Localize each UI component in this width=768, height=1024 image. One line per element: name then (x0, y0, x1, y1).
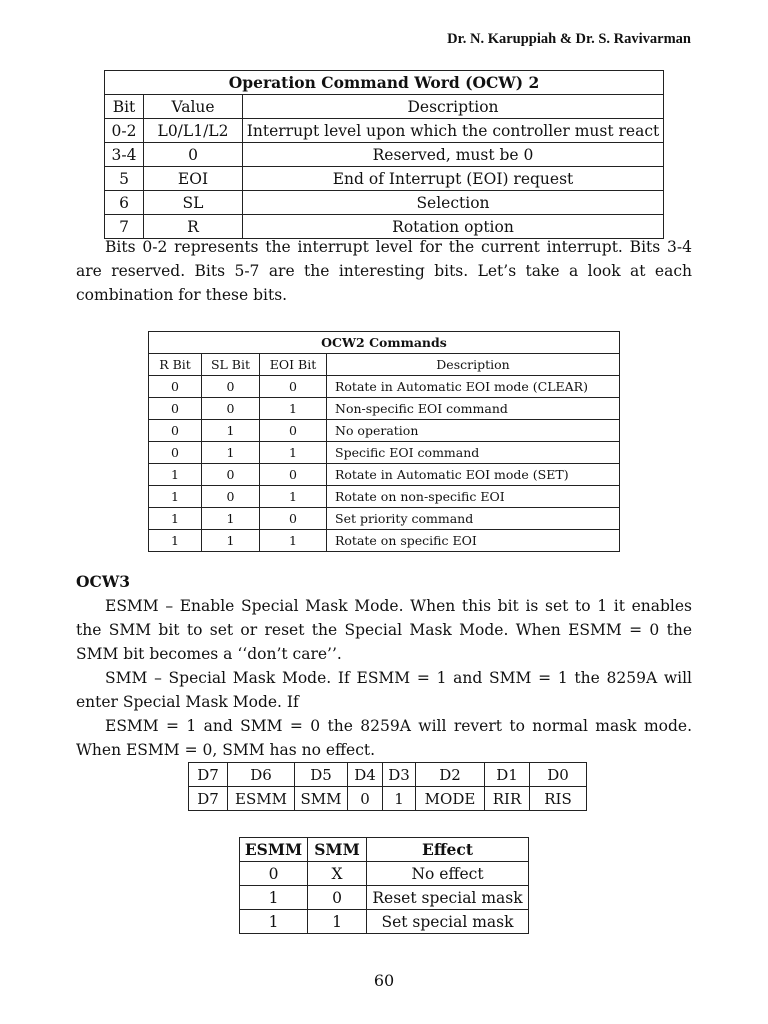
table-cell: 1 (240, 886, 308, 910)
page-number: 60 (373, 971, 395, 990)
table-row (105, 119, 664, 143)
column-header: Bit (105, 95, 144, 119)
table-cell: Interrupt level upon which the controller must react (243, 119, 664, 143)
table-row (240, 910, 529, 934)
table-row (149, 530, 620, 552)
ocw2-table (104, 70, 664, 239)
table-cell: 0 (260, 508, 327, 530)
table-cell: End of Interrupt (EOI) request (243, 167, 664, 191)
table-row (149, 420, 620, 442)
table-cell: 1 (149, 464, 202, 486)
table-row (149, 398, 620, 420)
table-cell: Rotate in Automatic EOI mode (SET) (327, 464, 620, 486)
table-cell: Rotate on specific EOI (327, 530, 620, 552)
column-header: Value (144, 95, 243, 119)
table-cell: Rotate on non-specific EOI (327, 486, 620, 508)
table-cell: 0 (348, 787, 383, 811)
table-cell: 0 (149, 420, 202, 442)
table-row (189, 787, 587, 811)
table-cell: 1 (202, 442, 260, 464)
ocw3-bits-table (188, 762, 587, 811)
table-cell: 0 (260, 464, 327, 486)
table-cell: 0 (260, 376, 327, 398)
table-cell: 3-4 (105, 143, 144, 167)
table-cell: 1 (260, 442, 327, 464)
table-cell: 5 (105, 167, 144, 191)
table-cell: Reserved, must be 0 (243, 143, 664, 167)
table-row (240, 862, 529, 886)
table-cell: MODE (416, 787, 485, 811)
table-cell: 1 (260, 486, 327, 508)
paragraph-text: ESMM – Enable Special Mask Mode. When this bit is set to 1 it enables the SMM bit to set or reset the Special Mask Mode. When ESMM = 0 the SMM bit becomes a ‘‘don’t care’’. (76, 597, 692, 663)
table-cell: 1 (202, 420, 260, 442)
table-cell: SL (144, 191, 243, 215)
table-header-row (189, 763, 587, 787)
column-header: Description (243, 95, 664, 119)
table-cell: 1 (260, 398, 327, 420)
table-row (149, 464, 620, 486)
running-header: Dr. N. Karuppiah & Dr. S. Ravivarman (447, 31, 691, 47)
table-cell: D4 (348, 763, 383, 787)
table-cell: 0 (240, 862, 308, 886)
table-cell: 1 (202, 530, 260, 552)
table-row (105, 167, 664, 191)
table-cell: Rotate in Automatic EOI mode (CLEAR) (327, 376, 620, 398)
table-cell: 1 (149, 508, 202, 530)
table-cell: D3 (383, 763, 416, 787)
table-cell: RIS (530, 787, 587, 811)
table-cell: 0 (260, 420, 327, 442)
table-cell: 0 (202, 486, 260, 508)
table-row (105, 143, 664, 167)
table-cell: Non-specific EOI command (327, 398, 620, 420)
table-cell: ESMM (228, 787, 295, 811)
table-cell: 1 (202, 508, 260, 530)
table-cell: X (308, 862, 367, 886)
table-cell: 1 (308, 910, 367, 934)
paragraph-ocw3 (76, 594, 692, 762)
table-cell: 0 (149, 376, 202, 398)
table-header-row (240, 838, 529, 862)
table-row (105, 191, 664, 215)
table-cell: RIR (485, 787, 530, 811)
table-cell: 1 (149, 486, 202, 508)
column-header: EOI Bit (260, 354, 327, 376)
column-header: SL Bit (202, 354, 260, 376)
table-cell: 1 (383, 787, 416, 811)
table-cell: 1 (149, 530, 202, 552)
table-cell: Selection (243, 191, 664, 215)
table-cell: 0-2 (105, 119, 144, 143)
column-header: Description (327, 354, 620, 376)
table-cell: D7 (189, 763, 228, 787)
table-cell: 0 (202, 376, 260, 398)
table-cell: 7 (105, 215, 144, 239)
table-cell: Rotation option (243, 215, 664, 239)
esmm-effect-table (239, 837, 529, 934)
table-cell: 6 (105, 191, 144, 215)
table-cell: Set priority command (327, 508, 620, 530)
table-cell: D0 (530, 763, 587, 787)
table-row (149, 376, 620, 398)
table-title: Operation Command Word (OCW) 2 (105, 71, 664, 95)
paragraph-text: ESMM = 1 and SMM = 0 the 8259A will revert to normal mask mode. When ESMM = 0, SMM has no effect. (76, 717, 692, 759)
column-header: Effect (367, 838, 529, 862)
table-cell: 0 (144, 143, 243, 167)
column-header: SMM (308, 838, 367, 862)
table-cell: 0 (149, 442, 202, 464)
table-row (240, 886, 529, 910)
table-cell: L0/L1/L2 (144, 119, 243, 143)
table-cell: D6 (228, 763, 295, 787)
table-cell: 1 (260, 530, 327, 552)
table-title: OCW2 Commands (149, 332, 620, 354)
table-cell: Specific EOI command (327, 442, 620, 464)
table-cell: SMM (295, 787, 348, 811)
table-row (149, 486, 620, 508)
ocw2-commands-table (148, 331, 620, 552)
table-cell: 0 (202, 464, 260, 486)
table-cell: No operation (327, 420, 620, 442)
table-cell: 0 (308, 886, 367, 910)
table-cell: D1 (485, 763, 530, 787)
table-cell: Reset special mask (367, 886, 529, 910)
table-row (149, 508, 620, 530)
column-header: R Bit (149, 354, 202, 376)
section-heading: OCW3 (76, 572, 131, 591)
table-cell: D5 (295, 763, 348, 787)
paragraph-text: SMM – Special Mask Mode. If ESMM = 1 and SMM = 1 the 8259A will enter Special Mask Mode. If (76, 669, 692, 711)
table-header-row (105, 95, 664, 119)
table-cell: D7 (189, 787, 228, 811)
table-cell: D2 (416, 763, 485, 787)
table-cell: 1 (240, 910, 308, 934)
table-cell: 0 (149, 398, 202, 420)
table-cell: EOI (144, 167, 243, 191)
table-row (149, 442, 620, 464)
table-cell: R (144, 215, 243, 239)
table-header-row (149, 354, 620, 376)
table-cell: No effect (367, 862, 529, 886)
column-header: ESMM (240, 838, 308, 862)
paragraph-text: Bits 0-2 represents the interrupt level for the current interrupt. Bits 3-4 are reserved. Bits 5-7 are the interesting bits. Let’s take a look at each combination for these bits. (76, 238, 692, 304)
paragraph-bits (76, 235, 692, 307)
table-cell: 0 (202, 398, 260, 420)
table-cell: Set special mask (367, 910, 529, 934)
